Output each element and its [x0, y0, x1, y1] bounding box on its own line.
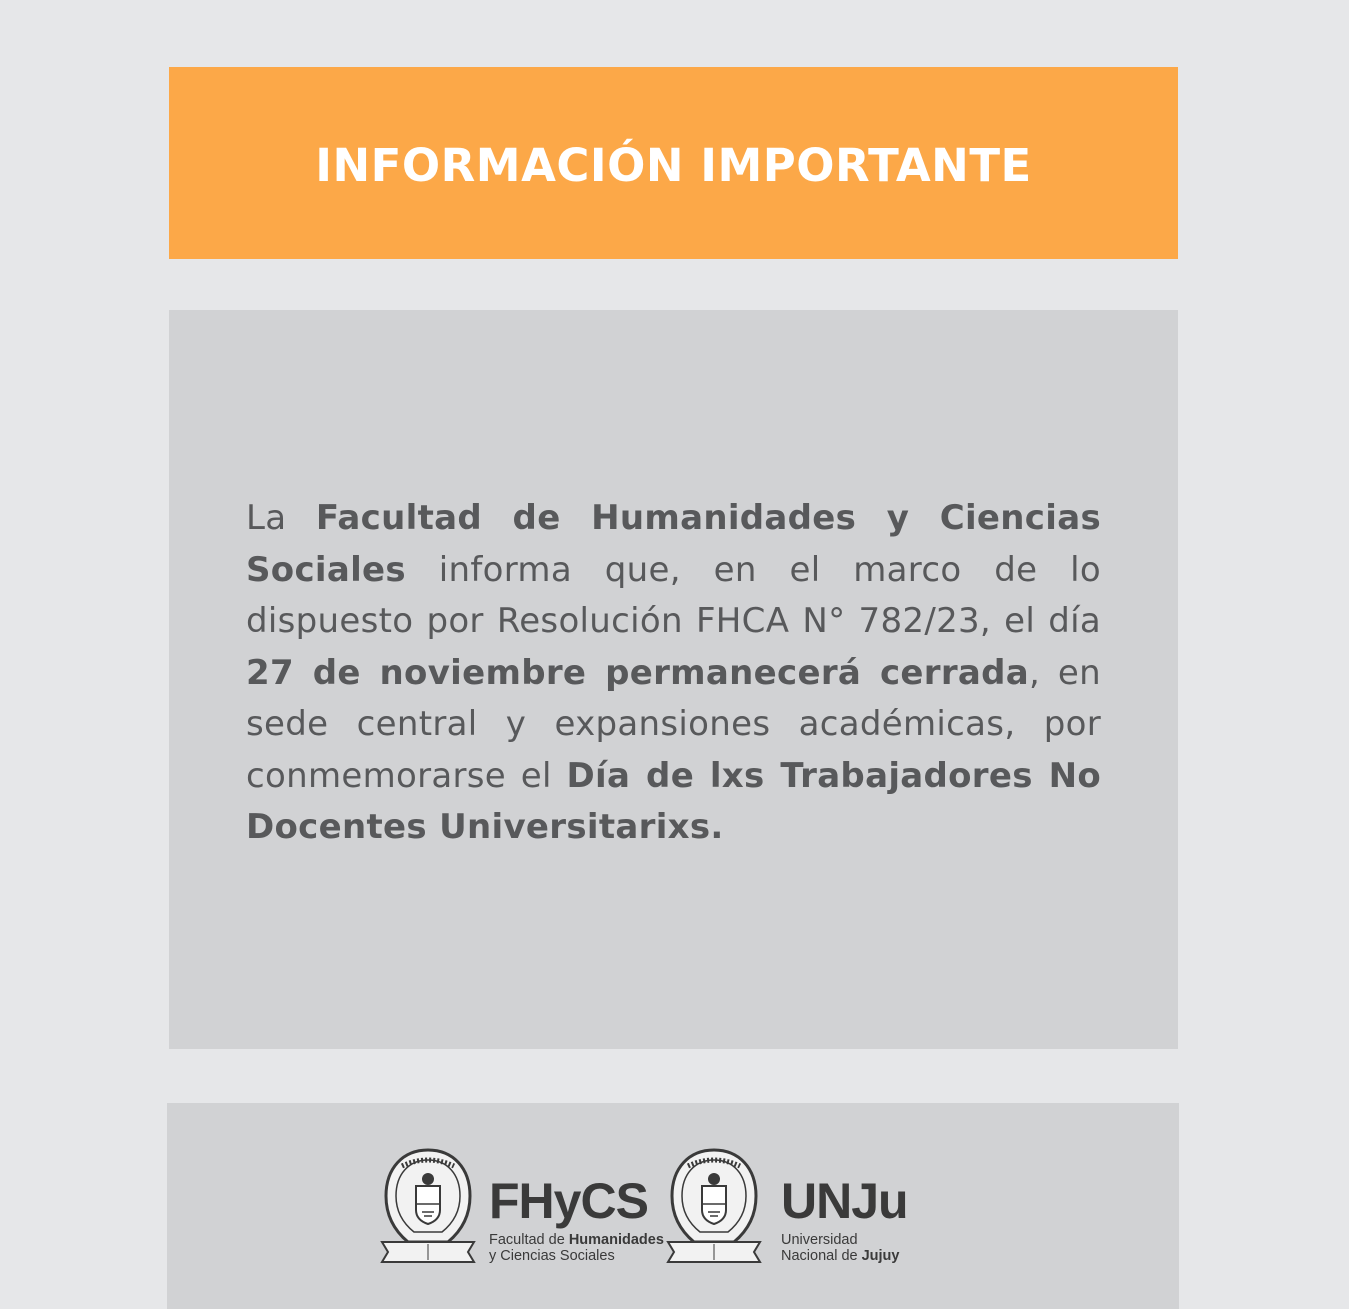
footer-logos — [167, 1103, 1179, 1309]
notice-faculty-name: Facultad de Humanidades y Ciencias Sociales — [246, 498, 1101, 590]
unju-sub-plain: Nacional de — [781, 1248, 862, 1264]
fhycs-logo — [489, 1173, 664, 1264]
notice-text-1: La — [246, 498, 316, 538]
unju-subtitle — [781, 1232, 908, 1264]
unju-logo — [781, 1173, 908, 1264]
fhycs-sub-plain: Facultad de — [489, 1232, 569, 1248]
unju-sub-line1: Universidad — [781, 1232, 858, 1248]
notice-commemoration: Día de lxs Trabajadores No Docentes Universitarixs. — [246, 755, 1101, 847]
unju-sub-bold: Jujuy — [861, 1248, 900, 1264]
notice-panel — [169, 310, 1178, 1049]
unju-seal-icon — [664, 1146, 764, 1266]
fhycs-name: FHyCS — [489, 1173, 648, 1229]
fhycs-seal-icon — [378, 1146, 478, 1266]
notice-text-2: informa que, en el marco de lo dispuesto por Resolución FHCA N° 782/23, el día — [246, 549, 1101, 641]
header-banner — [169, 67, 1178, 259]
notice-closure-date: 27 de noviembre permanecerá cerrada — [246, 652, 1030, 693]
unju-name: UNJu — [781, 1173, 908, 1229]
fhycs-sub-line2: y Ciencias Sociales — [489, 1248, 615, 1264]
fhycs-subtitle — [489, 1232, 664, 1264]
fhycs-sub-bold: Humanidades — [568, 1232, 664, 1248]
page-title: INFORMACIÓN IMPORTANTE — [315, 138, 1032, 192]
notice-text — [246, 493, 1101, 854]
notice-text-3: , en sede central y expansiones académicas, por conmemorarse el — [246, 652, 1101, 796]
